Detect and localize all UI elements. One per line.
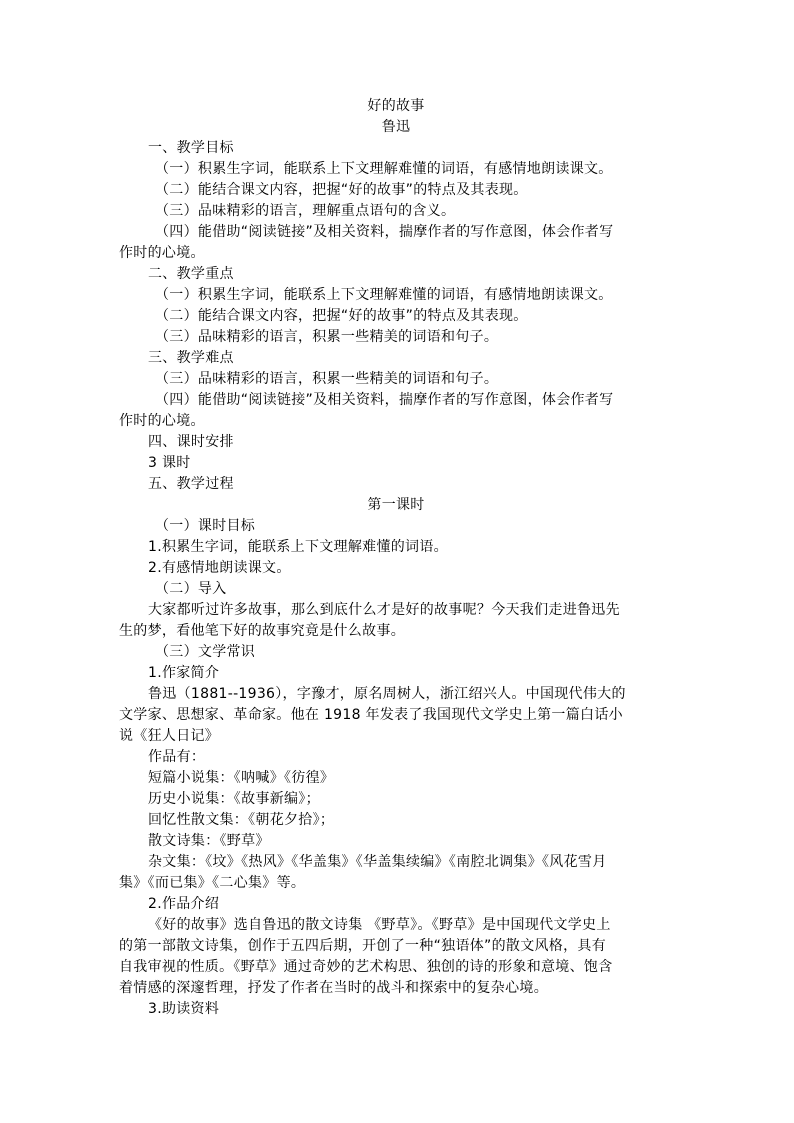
lesson-title: 第一课时 bbox=[367, 497, 425, 513]
section-heading-process: 五、教学过程 bbox=[148, 476, 234, 492]
goal-item: （三）品味精彩的语言，理解重点语句的含义。 bbox=[155, 203, 456, 219]
works-item: 杂文集：《坟》《热风》《华盖集》《华盖集续编》《南腔北调集》《风花雪月 bbox=[148, 854, 607, 870]
document-title: 好的故事 bbox=[367, 98, 425, 114]
section-heading-key-points: 二、教学重点 bbox=[148, 266, 234, 282]
author-bio-text: 说《狂人日记》 bbox=[119, 728, 220, 744]
author-bio-text: 文学家、思想家、革命家。他在 1918 年发表了我国现代文学史上第一篇白话小 bbox=[119, 707, 623, 723]
difficulty-item: （四）能借助“阅读链接”及相关资料，揣摩作者的写作意图，体会作者写 bbox=[155, 392, 614, 408]
section-heading-difficulties: 三、教学难点 bbox=[148, 350, 234, 366]
goal-item-cont: 作时的心境。 bbox=[119, 245, 205, 261]
works-item: 回忆性散文集：《朝花夕拾》； bbox=[148, 812, 335, 828]
reading-materials-heading: 3.助读资料 bbox=[148, 1001, 220, 1017]
work-intro-text: 着情感的深邃哲理，抒发了作者在当时的战斗和探索中的复杂心境。 bbox=[119, 980, 548, 996]
difficulty-item-cont: 作时的心境。 bbox=[119, 413, 205, 429]
goal-item: （一）积累生字词，能联系上下文理解难懂的词语，有感情地朗读课文。 bbox=[155, 161, 613, 177]
author-bio-heading: 1.作家简介 bbox=[148, 665, 220, 681]
goal-item: （四）能借助“阅读链接”及相关资料，揣摩作者的写作意图，体会作者写 bbox=[155, 224, 614, 240]
section-heading-schedule: 四、课时安排 bbox=[148, 434, 234, 450]
works-item: 历史小说集：《故事新编》； bbox=[148, 791, 320, 807]
key-point-item: （一）积累生字词，能联系上下文理解难懂的词语，有感情地朗读课文。 bbox=[155, 287, 613, 303]
key-point-item: （二）能结合课文内容，把握“好的故事”的特点及其表现。 bbox=[155, 308, 528, 324]
intro-paragraph: 大家都听过许多故事，那么到底什么才是好的故事呢？今天我们走进鲁迅先 bbox=[148, 602, 620, 618]
subheading-intro: （二）导入 bbox=[155, 581, 227, 597]
work-intro-text: 的第一部散文诗集，创作于五四后期，开创了一种“独语体”的散文风格，具有 bbox=[119, 938, 607, 954]
goal-item: （二）能结合课文内容，把握“好的故事”的特点及其表现。 bbox=[155, 182, 528, 198]
works-item: 散文诗集：《野草》 bbox=[148, 833, 270, 849]
schedule-value: 3 课时 bbox=[148, 455, 191, 471]
difficulty-item: （三）品味精彩的语言，积累一些精美的词语和句子。 bbox=[155, 371, 499, 387]
works-heading: 作品有： bbox=[148, 749, 206, 765]
work-intro-text: 自我审视的性质。《野草》通过奇妙的艺术构思、独创的诗的形象和意境、饱含 bbox=[119, 959, 613, 975]
intro-paragraph-cont: 生的梦，看他笔下好的故事究竟是什么故事。 bbox=[119, 623, 405, 639]
key-point-item: （三）品味精彩的语言，积累一些精美的词语和句子。 bbox=[155, 329, 499, 345]
work-intro-heading: 2.作品介绍 bbox=[148, 896, 220, 912]
lesson-goal: 1.积累生字词，能联系上下文理解难懂的词语。 bbox=[148, 539, 448, 555]
document-author: 鲁迅 bbox=[381, 119, 411, 135]
section-heading-goals: 一、教学目标 bbox=[148, 140, 234, 156]
author-bio-text: 鲁迅（1881--1936），字豫才，原名周树人，浙江绍兴人。中国现代伟大的 bbox=[148, 686, 626, 702]
work-intro-text: 《好的故事》选自鲁迅的散文诗集 《野草》。《野草》是中国现代文学史上 bbox=[148, 917, 611, 933]
lesson-goal: 2.有感情地朗读课文。 bbox=[148, 560, 291, 576]
works-item: 短篇小说集：《呐喊》《彷徨》 bbox=[148, 770, 335, 786]
works-item-cont: 集》《而已集》《二心集》等。 bbox=[119, 875, 306, 891]
subheading-literature: （三）文学常识 bbox=[155, 644, 256, 660]
subheading-lesson-goals: （一）课时目标 bbox=[155, 518, 256, 534]
